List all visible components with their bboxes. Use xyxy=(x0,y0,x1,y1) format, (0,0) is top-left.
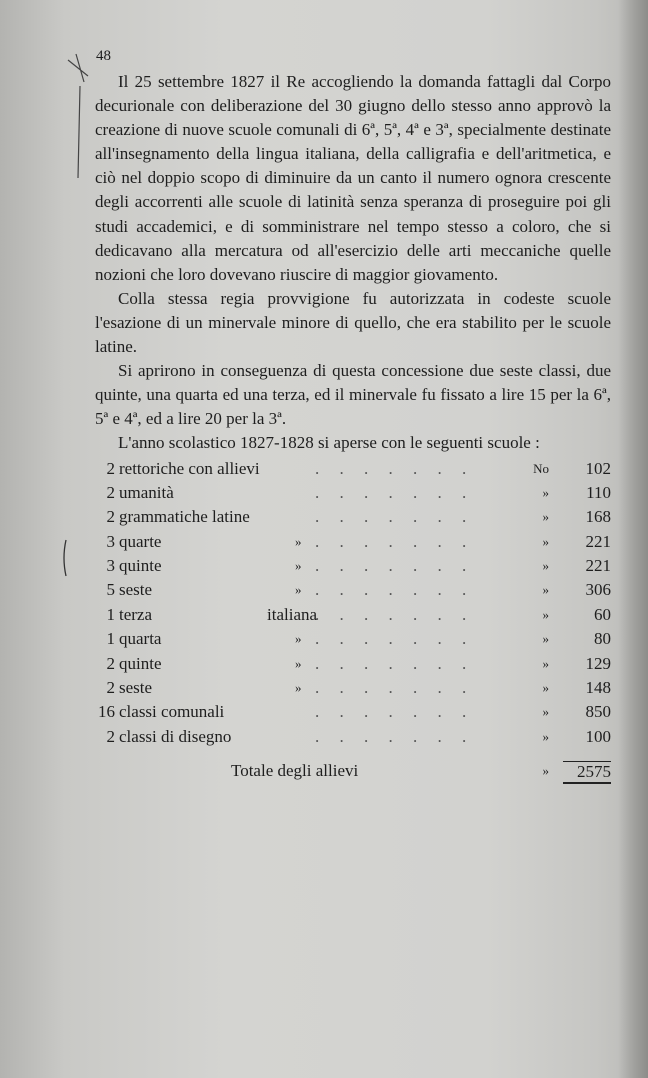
pupil-count: 102 xyxy=(585,458,611,478)
ditto-mark: » xyxy=(295,680,302,696)
school-count: 16 xyxy=(98,702,115,722)
school-count: 5 xyxy=(106,580,115,600)
leader-dots: . . . . . . . xyxy=(315,604,475,624)
pupil-count: 850 xyxy=(585,702,611,722)
school-row xyxy=(95,700,611,724)
pupil-count: 60 xyxy=(594,604,611,624)
school-unit: » xyxy=(542,509,549,525)
pupil-count: 221 xyxy=(585,531,611,551)
paragraph: Il 25 settembre 1827 il Re accogliendo la domanda fattagli dal Corpo decurionale con deliberazione del 30 giugno dello stesso anno approvò la creazione di nuove scuole comunali di 6ª, 5ª, 4ª e 3ª, specialmente destinate all'insegnamento della lingua italiana, della calligrafia e dell'aritmetica, e ciò nel doppio scopo di diminuire da un canto il numero ognora crescente degli accorrenti alle scuole di latinità senza speranza di proseguire poi gli studi accademici, e di somministrare nel tempo stesso a coloro, che si dedicavano alla mercatura od all'esercizio delle arti meccaniche quelle nozioni che loro dovevano riuscire di maggior giovamento. xyxy=(95,72,611,284)
pupil-count: 221 xyxy=(585,556,611,576)
school-unit: » xyxy=(542,484,549,500)
ditto-mark: » xyxy=(295,582,302,598)
leader-dots: . . . . . . . xyxy=(315,507,475,527)
school-label: rettoriche con allievi xyxy=(119,458,260,478)
school-unit: » xyxy=(542,655,549,671)
school-row xyxy=(95,603,611,627)
leader-dots: . . . . . . . xyxy=(315,531,475,551)
school-row xyxy=(95,505,611,529)
school-count: 1 xyxy=(106,629,115,649)
leader-dots: . . . . . . . xyxy=(315,458,475,478)
school-unit: » xyxy=(542,582,549,598)
paragraph: Colla stessa regia provvigione fu autorizzata in codeste scuole l'esazione di un minervale minore di quello, che era stabilito per le scuole latine. xyxy=(95,288,611,357)
school-label: classi comunali xyxy=(119,702,225,722)
pupil-count: 148 xyxy=(585,678,611,698)
school-label: quarte xyxy=(119,531,162,551)
school-count: 2 xyxy=(106,653,115,673)
pupil-count: 129 xyxy=(585,653,611,673)
ditto-mark: » xyxy=(295,631,302,647)
school-unit: » xyxy=(542,680,549,696)
ditto-mark: » xyxy=(295,533,302,549)
leader-dots: . . . . . . . xyxy=(315,580,475,600)
leader-dots: . . . . . . . xyxy=(315,482,475,502)
pupil-count: 100 xyxy=(585,726,611,746)
school-count: 2 xyxy=(106,507,115,527)
pupil-count: 168 xyxy=(585,507,611,527)
pencil-margin-mark xyxy=(62,52,92,182)
school-row xyxy=(95,457,611,481)
leader-dots: . . . . . . . xyxy=(315,653,475,673)
school-unit: » xyxy=(542,606,549,622)
school-unit: » xyxy=(542,704,549,720)
school-label: quarta xyxy=(119,629,162,649)
school-label: classi di disegno xyxy=(119,726,232,746)
ditto-mark: » xyxy=(295,558,302,574)
school-row xyxy=(95,578,611,602)
school-language: italiana xyxy=(267,604,318,624)
total-label: Totale degli allievi xyxy=(231,761,359,781)
pupil-count: 80 xyxy=(594,629,611,649)
school-unit: » xyxy=(542,631,549,647)
school-label: terza xyxy=(119,604,153,624)
school-row xyxy=(95,627,611,651)
total-row xyxy=(95,759,611,783)
leader-dots: . . . . . . . xyxy=(315,678,475,698)
school-row xyxy=(95,725,611,749)
leader-dots: . . . . . . . xyxy=(315,702,475,722)
school-label: quinte xyxy=(119,556,162,576)
paragraph: L'anno scolastico 1827-1828 si aperse con le seguenti scuole : xyxy=(118,433,540,453)
school-label: umanità xyxy=(119,482,174,502)
page-text xyxy=(95,70,611,784)
bracket-margin-mark xyxy=(58,538,72,578)
school-count: 1 xyxy=(106,604,115,624)
school-count: 2 xyxy=(106,678,115,698)
page-number: 48 xyxy=(96,48,111,64)
school-label: seste xyxy=(119,678,153,698)
pupil-count: 110 xyxy=(586,482,611,502)
school-unit: » xyxy=(542,558,549,574)
schools-list xyxy=(95,457,611,750)
school-row xyxy=(95,676,611,700)
school-unit: No xyxy=(533,460,549,476)
school-row xyxy=(95,554,611,578)
leader-dots: . . . . . . . xyxy=(315,726,475,746)
school-label: quinte xyxy=(119,653,162,673)
school-count: 3 xyxy=(106,531,115,551)
school-count: 2 xyxy=(106,726,115,746)
school-count: 3 xyxy=(106,556,115,576)
school-row xyxy=(95,652,611,676)
school-label: seste xyxy=(119,580,153,600)
pupil-count: 306 xyxy=(585,580,611,600)
page-edge-shadow xyxy=(618,0,648,1078)
school-count: 2 xyxy=(106,458,115,478)
school-unit: » xyxy=(542,533,549,549)
total-value: 2575 xyxy=(563,761,611,784)
leader-dots: . . . . . . . xyxy=(315,629,475,649)
school-label: grammatiche latine xyxy=(119,507,250,527)
ditto-mark: » xyxy=(295,655,302,671)
school-count: 2 xyxy=(106,482,115,502)
school-row xyxy=(95,530,611,554)
school-unit: » xyxy=(542,728,549,744)
total-unit: » xyxy=(542,763,549,779)
school-row xyxy=(95,481,611,505)
paragraph: Si aprirono in conseguenza di questa concessione due seste classi, due quinte, una quarta ed una terza, ed il minervale fu fissato a lire 15 per la 6ª, 5ª e 4ª, ed a lire 20 per la 3ª. xyxy=(95,361,611,429)
leader-dots: . . . . . . . xyxy=(315,556,475,576)
